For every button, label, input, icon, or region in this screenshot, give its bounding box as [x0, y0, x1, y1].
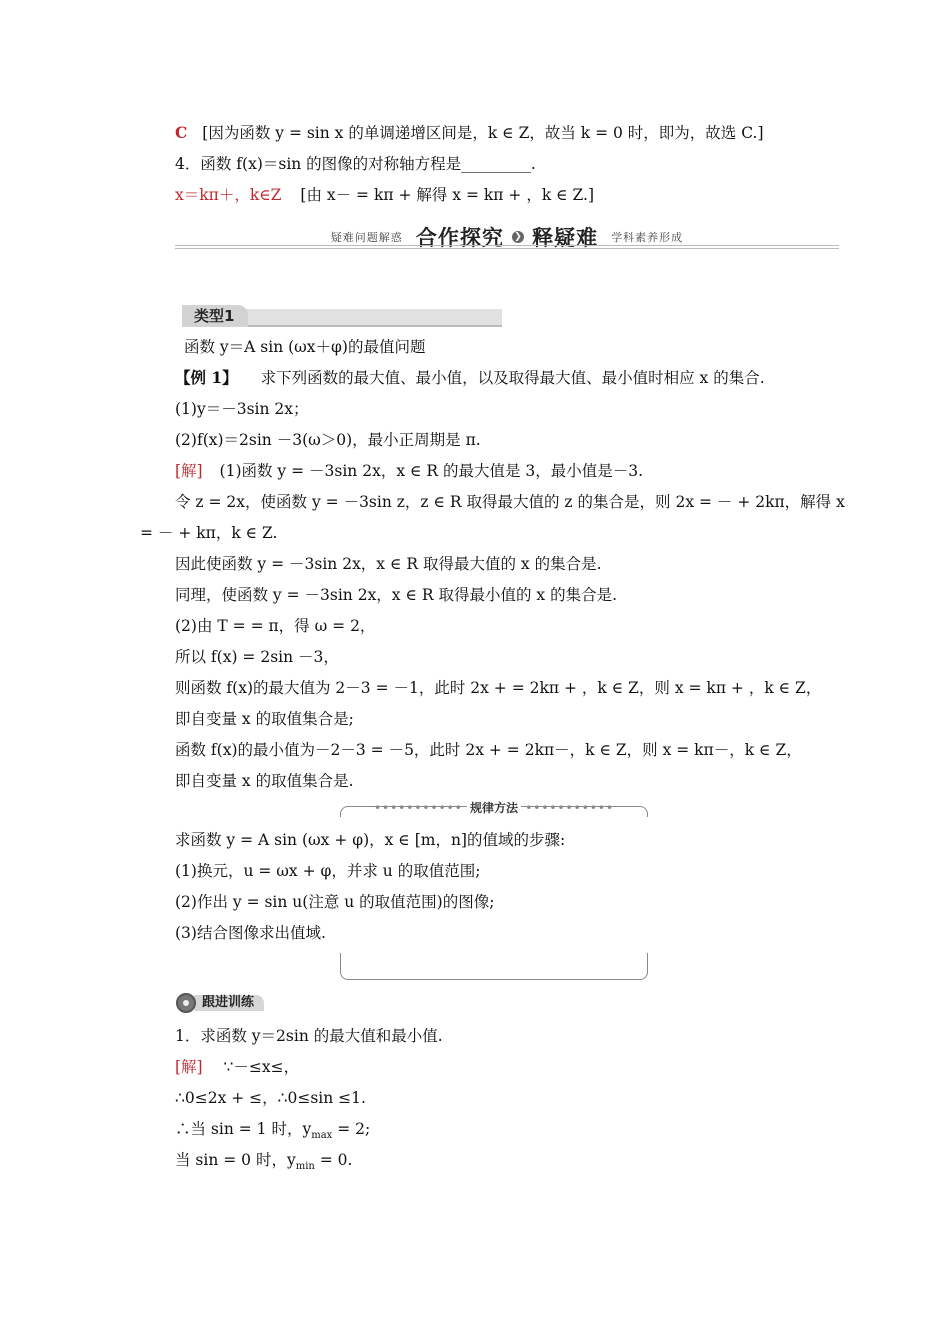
- training-line-1: [175, 1056, 299, 1078]
- answer-line-c: [175, 122, 764, 144]
- banner-title-left: 合作探究: [415, 226, 504, 250]
- training-t1: ∵－≤x≤，: [223, 1058, 300, 1076]
- solution-s7: 所以 f(x) = 2sin －3，: [175, 648, 339, 666]
- training-t3-text: ∴当 sin = 1 时，y: [175, 1120, 312, 1138]
- chevron-right-icon: ❯: [512, 231, 524, 243]
- solution-s11: 即自变量 x 的取值集合是.: [175, 772, 354, 790]
- training-t4: [175, 1149, 352, 1178]
- training-t4-text: 当 sin = 0 时，y: [175, 1151, 296, 1169]
- solution-s3: = － + kπ，k ∈ Z.: [140, 524, 278, 542]
- type-tab: [182, 305, 502, 327]
- type-tab-label: 类型1: [182, 305, 248, 327]
- solution-s1: (1)函数 y = －3sin 2x，x ∈ R 的最大值是 3，最小值是－3.: [219, 462, 644, 480]
- banner-left-caption: 疑难问题解惑: [330, 231, 403, 244]
- method-title-dots-left: •••••••••••: [373, 801, 463, 815]
- solution-s10: 函数 f(x)的最小值为－2－3 = －5，此时 2x + = 2kπ－，k ∈ Z，则 x = kπ－，k ∈ Z，: [175, 741, 802, 759]
- example-1: [175, 367, 765, 389]
- example-q2: (2)f(x)＝2sin －3(ω＞0)，最小正周期是 π.: [175, 431, 481, 449]
- training-t4-sub: min: [295, 1161, 315, 1173]
- method-m1: 求函数 y = A sin (ωx + φ)，x ∈ [m，n]的值域的步骤:: [175, 831, 566, 849]
- answer-line-4: [175, 184, 594, 206]
- method-m3: (2)作出 y = sin u(注意 u 的取值范围)的图像;: [175, 893, 495, 911]
- target-icon: [176, 993, 196, 1013]
- example-q1: (1)y＝－3sin 2x；: [175, 400, 309, 418]
- solution-s8: 则函数 f(x)的最大值为 2－3 = －1，此时 2x + = 2kπ + ，k ∈ Z，则 x = kπ + ，k ∈ Z，: [175, 679, 822, 697]
- example-label: 【例 1】: [175, 368, 238, 387]
- method-title-dots-right: •••••••••••: [525, 801, 615, 815]
- method-m2: (1)换元，u = ωx + φ，并求 u 的取值范围;: [175, 862, 481, 880]
- training-t3-end: = 2;: [332, 1120, 371, 1138]
- training-t2: ∴0≤2x + ≤，∴0≤sin ≤1.: [175, 1089, 366, 1107]
- type-heading: 函数 y＝A sin (ωx＋φ)的最值问题: [184, 338, 426, 356]
- solution-s5: 同理，使函数 y = －3sin 2x，x ∈ R 取得最小值的 x 的集合是.: [175, 586, 618, 604]
- training-t4-end: = 0.: [314, 1151, 353, 1169]
- banner-rule-bottom: [175, 248, 839, 249]
- training-tag-label: 跟进训练: [194, 995, 264, 1011]
- solution-s2: 令 z = 2x，使函数 y = －3sin z，z ∈ R 取得最大值的 z 的集合是，则 2x = － + 2kπ，解得 x: [175, 493, 845, 511]
- answer-choice: C: [175, 123, 188, 142]
- training-t3-sub: max: [311, 1130, 333, 1142]
- method-title-label: 规律方法: [467, 801, 521, 815]
- answer-explanation: [因为函数 y = sin x 的单调递增区间是，k ∈ Z，故当 k = 0 时，即为，故选 C.]: [202, 124, 764, 142]
- training-t3: [175, 1118, 370, 1147]
- question-4: 4．函数 f(x)＝sin 的图像的对称轴方程是_________.: [175, 155, 536, 173]
- solution-label: [解]: [175, 462, 203, 480]
- solution-s9: 即自变量 x 的取值集合是;: [175, 710, 354, 728]
- solution-s4: 因此使函数 y = －3sin 2x，x ∈ R 取得最大值的 x 的集合是.: [175, 555, 602, 573]
- training-q1: 1．求函数 y＝2sin 的最大值和最小值.: [175, 1027, 443, 1045]
- answer-4-result: x＝kπ＋，k∈Z: [175, 186, 282, 204]
- solution-s6: (2)由 T = = π，得 ω = 2，: [175, 617, 376, 635]
- method-box-bottom: [340, 953, 648, 980]
- training-tag: [176, 992, 276, 1014]
- banner-rule-top: [175, 245, 839, 246]
- method-m4: (3)结合图像求出值域.: [175, 924, 326, 942]
- section-banner: [175, 222, 839, 252]
- method-title: [340, 799, 648, 816]
- example-text: 求下列函数的最大值、最小值，以及取得最大值、最小值时相应 x 的集合.: [260, 369, 765, 387]
- answer-4-explanation: [由 x－ = kπ + 解得 x = kπ + ，k ∈ Z.]: [300, 186, 595, 204]
- banner-right-caption: 学科素养形成: [611, 231, 684, 244]
- training-solution-label: [解]: [175, 1058, 203, 1076]
- banner-title-right: 释疑难: [532, 226, 599, 250]
- solution-line-1: [175, 460, 643, 482]
